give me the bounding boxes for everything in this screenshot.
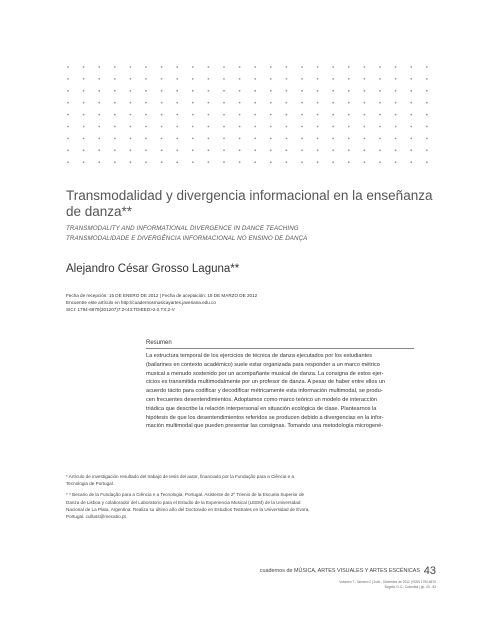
decorative-dot — [301, 90, 303, 92]
decorative-dot — [332, 66, 334, 68]
abstract-line: (bailarines en contexto académico) suele estar organizada para responder a un marco métrico — [146, 361, 380, 368]
decorative-dot — [286, 114, 288, 116]
decorative-dot — [83, 149, 85, 151]
decorative-dot — [223, 102, 225, 104]
decorative-dot — [239, 161, 241, 163]
decorative-dot — [67, 126, 69, 128]
decorative-dot — [426, 114, 428, 116]
decorative-dot — [332, 161, 334, 163]
alternate-titles — [66, 224, 436, 243]
decorative-dot — [286, 78, 288, 80]
decorative-dot — [114, 114, 116, 116]
decorative-dot — [192, 78, 194, 80]
decorative-dot — [192, 149, 194, 151]
decorative-dot — [145, 161, 147, 163]
decorative-dot — [426, 102, 428, 104]
decorative-dot — [114, 66, 116, 68]
decorative-dot — [395, 66, 397, 68]
decorative-dot — [239, 126, 241, 128]
decorative-dot — [254, 138, 256, 140]
decorative-dot — [270, 138, 272, 140]
decorative-dot — [301, 78, 303, 80]
decorative-dot — [286, 102, 288, 104]
decorative-dot — [114, 90, 116, 92]
decorative-dot — [410, 90, 412, 92]
decorative-dot — [239, 78, 241, 80]
decorative-dot — [317, 114, 319, 116]
decorative-dot — [130, 114, 132, 116]
decorative-dot — [223, 78, 225, 80]
decorative-dot — [395, 126, 397, 128]
abstract-line: mación multimodal que pueden presentar las consignas. Tomando una metodología microgené- — [146, 423, 384, 430]
decorative-dot — [192, 114, 194, 116]
decorative-dot — [254, 126, 256, 128]
decorative-dot — [145, 138, 147, 140]
decorative-dot — [348, 78, 350, 80]
decorative-dot — [270, 66, 272, 68]
decorative-dot — [223, 66, 225, 68]
decorative-dot — [286, 138, 288, 140]
decorative-dot — [364, 102, 366, 104]
decorative-dot — [348, 161, 350, 163]
decorative-dot — [114, 126, 116, 128]
decorative-dot — [239, 149, 241, 151]
decorative-dot — [364, 78, 366, 80]
decorative-dot — [395, 90, 397, 92]
decorative-dot — [395, 102, 397, 104]
decorative-dot — [83, 114, 85, 116]
decorative-dot — [348, 102, 350, 104]
decorative-dot — [301, 102, 303, 104]
decorative-dot — [379, 78, 381, 80]
decorative-dot — [67, 114, 69, 116]
title-line-1: Transmodalidad y divergencia informacional en la enseñanza — [66, 188, 433, 203]
decorative-dot — [317, 126, 319, 128]
decorative-dot — [176, 90, 178, 92]
decorative-dot — [114, 78, 116, 80]
footnote-1-line: Tecnologia de Portugal. — [66, 481, 115, 487]
decorative-dot — [176, 78, 178, 80]
decorative-dot — [239, 90, 241, 92]
decorative-dot — [114, 149, 116, 151]
abstract-line: hipótesis de que los desentendimientos referidos se producen debido a divergencias en la infor- — [146, 414, 384, 421]
decorative-dot — [332, 114, 334, 116]
decorative-dot — [254, 161, 256, 163]
decorative-dot — [332, 102, 334, 104]
abstract-line: musical a menudo sostenido por un acompañante musical de danza. La consigna de estos ejer- — [146, 370, 384, 377]
decorative-dot — [98, 114, 100, 116]
decorative-dot — [317, 149, 319, 151]
decorative-dot — [286, 161, 288, 163]
title-line-2: de danza** — [66, 204, 133, 219]
footnote-2-line: Portugal. culluss@mecabo.pt. — [66, 514, 128, 520]
decorative-dot — [254, 149, 256, 151]
decorative-dot — [379, 66, 381, 68]
decorative-dot — [286, 149, 288, 151]
decorative-dot — [348, 138, 350, 140]
article-title — [66, 188, 436, 220]
decorative-dot — [379, 102, 381, 104]
decorative-dot — [286, 66, 288, 68]
decorative-dot — [254, 102, 256, 104]
decorative-dot — [410, 161, 412, 163]
decorative-dot — [270, 114, 272, 116]
footnote-1-line: * Artículo de investigación resultado del trabajo de tesis del autor, financiado por la Fundação para a Ciência e a — [66, 474, 295, 479]
decorative-dot — [98, 126, 100, 128]
decorative-dot — [317, 90, 319, 92]
decorative-dot — [130, 161, 132, 163]
decorative-dot — [364, 90, 366, 92]
decorative-dot — [348, 114, 350, 116]
author-name: Alejandro César Grosso Laguna** — [66, 263, 240, 275]
decorative-dot — [130, 90, 132, 92]
decorative-dot — [161, 161, 163, 163]
decorative-dot — [114, 138, 116, 140]
decorative-dot — [239, 66, 241, 68]
decorative-dot — [286, 90, 288, 92]
decorative-dot-grid — [0, 0, 480, 180]
decorative-dot — [254, 114, 256, 116]
decorative-dot — [176, 138, 178, 140]
decorative-dot — [192, 66, 194, 68]
decorative-dot — [426, 78, 428, 80]
decorative-dot — [301, 149, 303, 151]
decorative-dot — [208, 126, 210, 128]
decorative-dot — [395, 78, 397, 80]
decorative-dot — [161, 149, 163, 151]
decorative-dot — [161, 102, 163, 104]
decorative-dot — [364, 114, 366, 116]
decorative-dot — [395, 138, 397, 140]
online-link[interactable]: Encuentre este artículo en http://cuadernosmusicayartes.javeriana.edu.co — [66, 300, 216, 305]
decorative-dot — [83, 161, 85, 163]
journal-issue-info — [339, 580, 436, 590]
decorative-dot — [176, 114, 178, 116]
decorative-dot — [239, 138, 241, 140]
decorative-dot — [379, 114, 381, 116]
received-accepted-dates: Fecha de recepción: 15 DE ENERO DE 2012 | Fecha de aceptación: 15 DE MARZO DE 2012 — [66, 293, 258, 298]
decorative-dot — [161, 78, 163, 80]
decorative-dot — [98, 66, 100, 68]
decorative-dot — [270, 126, 272, 128]
decorative-dot — [67, 138, 69, 140]
abstract-heading: Resumen — [146, 340, 172, 346]
decorative-dot — [130, 102, 132, 104]
decorative-dot — [83, 126, 85, 128]
decorative-dot — [145, 78, 147, 80]
abstract-line: cicios es transmitida multimodalmente por un profesor de danza. A pesar de haber entre ellos un — [146, 379, 386, 386]
abstract-divider — [146, 348, 414, 349]
decorative-dot — [161, 138, 163, 140]
decorative-dot — [192, 90, 194, 92]
decorative-dot — [426, 126, 428, 128]
article-metadata — [66, 292, 386, 313]
decorative-dot — [176, 126, 178, 128]
decorative-dot — [130, 126, 132, 128]
decorative-dot — [301, 138, 303, 140]
decorative-dot — [348, 66, 350, 68]
decorative-dot — [410, 149, 412, 151]
decorative-dot — [145, 149, 147, 151]
decorative-dot — [286, 126, 288, 128]
decorative-dot — [270, 78, 272, 80]
decorative-dot — [161, 66, 163, 68]
decorative-dot — [114, 102, 116, 104]
decorative-dot — [332, 126, 334, 128]
decorative-dot — [348, 149, 350, 151]
decorative-dot — [410, 114, 412, 116]
decorative-dot — [67, 90, 69, 92]
decorative-dot — [426, 90, 428, 92]
decorative-dot — [348, 90, 350, 92]
decorative-dot — [223, 161, 225, 163]
decorative-dot — [426, 138, 428, 140]
decorative-dot — [332, 149, 334, 151]
decorative-dot — [348, 126, 350, 128]
decorative-dot — [254, 78, 256, 80]
decorative-dot — [364, 161, 366, 163]
decorative-dot — [98, 149, 100, 151]
decorative-dot — [379, 126, 381, 128]
decorative-dot — [426, 149, 428, 151]
decorative-dot — [301, 126, 303, 128]
decorative-dot — [364, 66, 366, 68]
decorative-dot — [379, 138, 381, 140]
decorative-dot — [395, 149, 397, 151]
decorative-dot — [239, 102, 241, 104]
decorative-dot — [364, 138, 366, 140]
decorative-dot — [67, 78, 69, 80]
decorative-dot — [98, 161, 100, 163]
title-portuguese: TRANSMODALIDADE E DIVERGÊNCIA INFORMACIONAL NO ENSINO DE DANÇA — [66, 234, 308, 242]
decorative-dot — [395, 161, 397, 163]
footnote-2-line: * * Becario de la Fundação para a Ciência e a Tecnologia, Portugal. Asistente de 2º Trienio de la Escuela Superior de — [66, 492, 305, 498]
decorative-dot — [145, 90, 147, 92]
decorative-dot — [410, 138, 412, 140]
decorative-dot — [364, 126, 366, 128]
decorative-dot — [145, 66, 147, 68]
decorative-dot — [130, 138, 132, 140]
decorative-dot — [223, 90, 225, 92]
decorative-dot — [410, 78, 412, 80]
decorative-dot — [83, 90, 85, 92]
decorative-dot — [145, 114, 147, 116]
decorative-dot — [317, 66, 319, 68]
decorative-dot — [130, 66, 132, 68]
decorative-dot — [83, 102, 85, 104]
decorative-dot — [379, 149, 381, 151]
decorative-dot — [208, 114, 210, 116]
journal-name: cuadernos de MÚSICA, ARTES VISUALES Y ARTES ESCÉNICAS — [259, 568, 420, 574]
decorative-dot — [192, 138, 194, 140]
decorative-dot — [410, 102, 412, 104]
decorative-dot — [98, 78, 100, 80]
decorative-dot — [67, 102, 69, 104]
footnote-2-line: Nacional de La Plata, Argentina. Realiza su último año del Doctorado en Estudios Teatrales en la Universidad de Évora, — [66, 506, 310, 512]
decorative-dot — [208, 149, 210, 151]
decorative-dot — [332, 90, 334, 92]
decorative-dot — [192, 161, 194, 163]
decorative-dot — [301, 114, 303, 116]
abstract-line: triádica que describe la relación interpersonal en situación ecológica de clase. Plantearnos la — [146, 405, 377, 412]
decorative-dot — [208, 138, 210, 140]
decorative-dot — [161, 126, 163, 128]
decorative-dot — [426, 161, 428, 163]
decorative-dot — [208, 161, 210, 163]
decorative-dot — [114, 161, 116, 163]
decorative-dot — [223, 138, 225, 140]
decorative-dot — [270, 149, 272, 151]
footnote-2-line: Danza de Lisboa y colaborador del Laboratorio para el Estudio de la Experiencia Musical (LEEM) de la Universidad — [66, 499, 301, 505]
decorative-dot — [192, 102, 194, 104]
decorative-dot — [239, 114, 241, 116]
decorative-dot — [161, 90, 163, 92]
decorative-dot — [332, 78, 334, 80]
abstract-line: La estructura temporal de los ejercicios de técnica de danza ejecutados por los estudiantes — [146, 353, 373, 359]
decorative-dot — [98, 138, 100, 140]
decorative-dot — [379, 161, 381, 163]
abstract-body — [146, 352, 414, 431]
decorative-dot — [176, 66, 178, 68]
decorative-dot — [208, 78, 210, 80]
decorative-dot — [67, 66, 69, 68]
decorative-dot — [161, 114, 163, 116]
decorative-dot — [98, 102, 100, 104]
decorative-dot — [254, 90, 256, 92]
decorative-dot — [223, 126, 225, 128]
decorative-dot — [67, 149, 69, 151]
decorative-dot — [192, 126, 194, 128]
footnotes — [66, 473, 406, 520]
decorative-dot — [270, 161, 272, 163]
decorative-dot — [130, 149, 132, 151]
decorative-dot — [270, 102, 272, 104]
decorative-dot — [176, 102, 178, 104]
decorative-dot — [176, 149, 178, 151]
decorative-dot — [364, 149, 366, 151]
decorative-dot — [67, 161, 69, 163]
decorative-dot — [254, 66, 256, 68]
abstract-line: cen frecuentes desentendimientos. Adoptamos como marco teórico un modelo de interacción — [146, 396, 378, 403]
decorative-dot — [332, 138, 334, 140]
decorative-dot — [410, 66, 412, 68]
decorative-dot — [317, 138, 319, 140]
decorative-dot — [317, 161, 319, 163]
decorative-dot — [130, 78, 132, 80]
decorative-dot — [426, 66, 428, 68]
decorative-dot — [208, 102, 210, 104]
decorative-dot — [208, 90, 210, 92]
decorative-dot — [317, 102, 319, 104]
decorative-dot — [223, 149, 225, 151]
decorative-dot — [317, 78, 319, 80]
decorative-dot — [83, 66, 85, 68]
decorative-dot — [98, 90, 100, 92]
decorative-dot — [410, 126, 412, 128]
sici-code: SICI: 1794-6670(201207)7:2<43:TDIEED>2.0.TX;2-V — [66, 307, 175, 312]
decorative-dot — [208, 66, 210, 68]
decorative-dot — [270, 90, 272, 92]
decorative-dot — [379, 90, 381, 92]
decorative-dot — [301, 66, 303, 68]
decorative-dot — [83, 78, 85, 80]
page-number: 43 — [423, 565, 436, 577]
decorative-dot — [83, 138, 85, 140]
decorative-dot — [145, 126, 147, 128]
decorative-dot — [176, 161, 178, 163]
abstract-line: acuerdo tácito para codificar y decodificar métricamente esta información multimodal, se produ- — [146, 388, 383, 395]
decorative-dot — [145, 102, 147, 104]
decorative-dot — [395, 114, 397, 116]
decorative-dot — [223, 114, 225, 116]
journal-pages-line: Bogotá, D.C., Colombia | pp. 43 - 63 — [384, 585, 436, 589]
journal-volume-line: Volumen 7 - Número 2 | Julio - Diciembre de 2012 | ISSN 1794-6670 — [339, 580, 436, 584]
decorative-dot — [301, 161, 303, 163]
title-english: TRANSMODALITY AND INFORMATIONAL DIVERGENCE IN DANCE TEACHING — [66, 225, 299, 232]
